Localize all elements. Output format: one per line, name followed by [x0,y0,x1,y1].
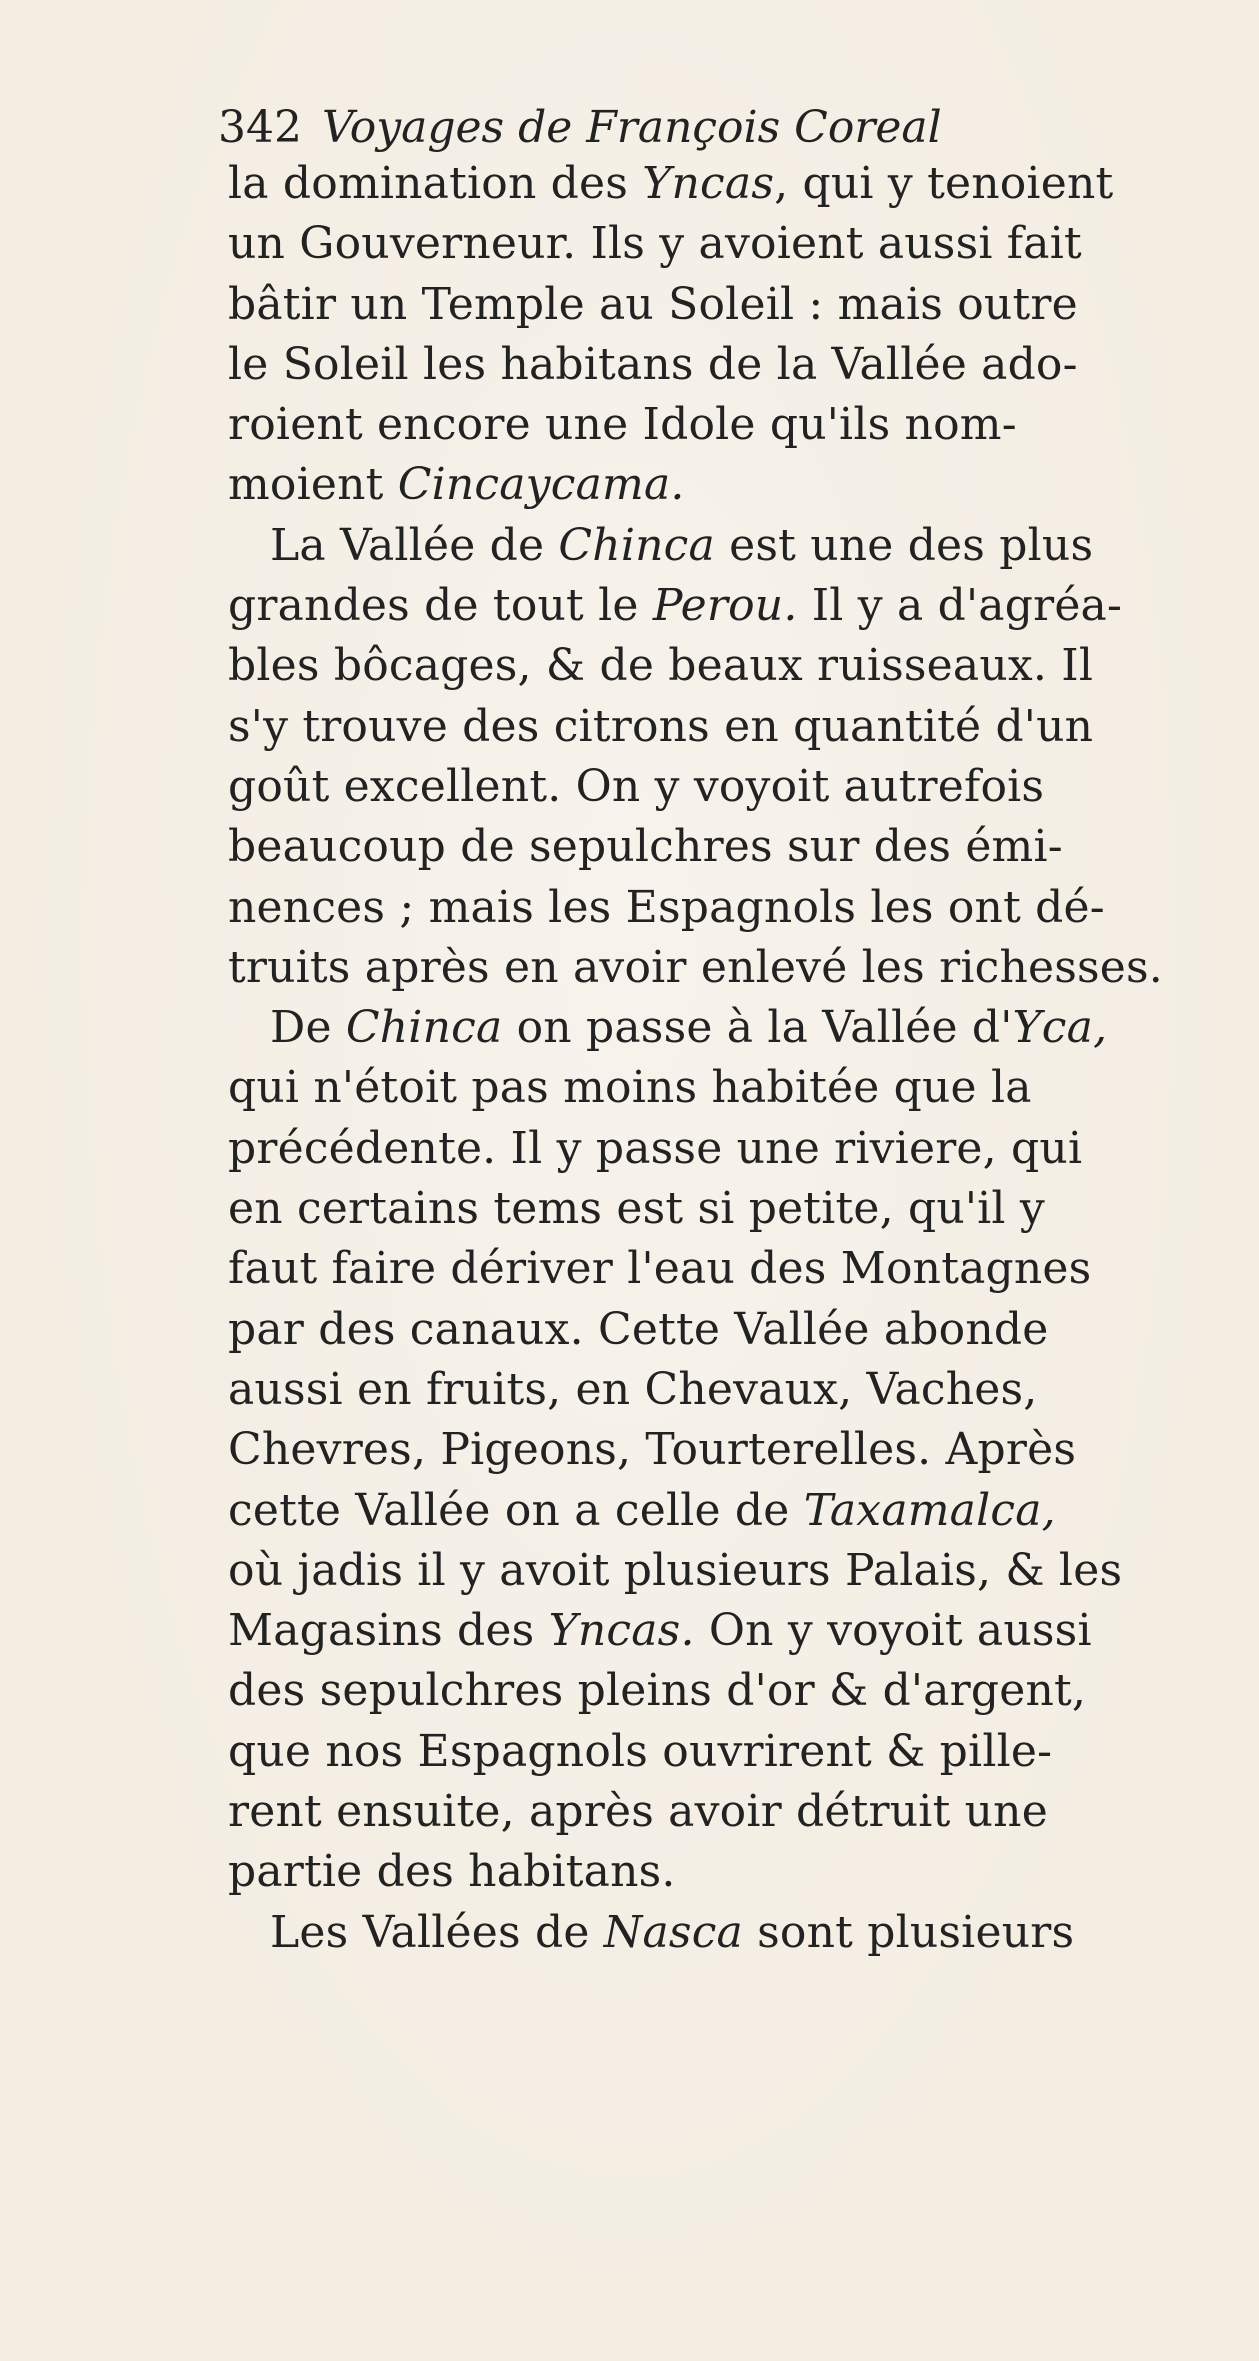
text-run: nences ; mais les Espagnols les ont dé- [228,881,1105,933]
text-line [228,1722,1238,1782]
text-line [228,1360,1238,1420]
text-line [228,1661,1238,1721]
page-number: 342 [218,102,302,153]
text-line [228,576,1238,636]
text-run: on passe à la Vallée d' [502,1002,1013,1054]
text-run: où jadis il y avoit plusieurs Palais, & les [228,1544,1123,1596]
text-run: bles bôcages, & de beaux ruisseaux. Il [228,640,1094,692]
text-run: rent ensuite, après avoir détruit une [228,1786,1048,1838]
text-run: le Soleil les habitans de la Vallée ado- [228,338,1078,390]
italic-text-run: Nasca [603,1906,743,1958]
text-run: un Gouverneur. Ils y avoient aussi fait [228,218,1082,270]
text-line [228,455,1238,515]
text-run: la domination des [228,158,643,209]
text-run: goût excellent. On y voyoit autrefois [228,760,1045,812]
text-run: beaucoup de sepulchres sur des émi- [228,821,1063,873]
text-run: bâtir un Temple au Soleil : mais outre [228,278,1078,330]
text-line [228,1601,1238,1661]
text-run: La Vallée de [270,519,559,571]
text-run: aussi en fruits, en Chevaux, Vaches, [228,1363,1038,1415]
text-run: truits après en avoir enlevé les richesses. [228,941,1163,993]
text-run: faut faire dériver l'eau des Montagnes [228,1243,1092,1295]
text-run: Magasins des [228,1605,549,1657]
text-run: Les Vallées de [270,1906,604,1958]
text-run: On y voyoit aussi [694,1605,1092,1657]
page-header [218,100,1218,156]
text-run: partie des habitans. [228,1846,676,1898]
text-line [228,395,1238,455]
text-run: Il y a d'agréa- [797,580,1123,632]
text-line [228,1119,1238,1179]
body-text [228,154,1238,1963]
text-run: grandes de tout le [228,580,653,632]
text-run: roient encore une Idole qu'ils nom- [228,399,1017,451]
running-title: Voyages de François Coreal [322,102,942,153]
italic-text-run: Chinca [558,519,715,571]
text-run: Chevres, Pigeons, Tourterelles. Après [228,1424,1077,1476]
text-line [228,938,1238,998]
text-line [228,817,1238,877]
text-run: des sepulchres pleins d'or & d'argent, [228,1665,1087,1717]
text-run: précédente. Il y passe une riviere, qui [228,1122,1083,1174]
text-line [228,1300,1238,1360]
text-line [228,335,1238,395]
italic-text-run: Cincaycama. [397,459,685,511]
text-run: par des canaux. Cette Vallée abonde [228,1303,1049,1355]
text-run: en certains tems est si petite, qu'il y [228,1183,1045,1235]
text-line [228,998,1238,1058]
italic-text-run: Perou. [652,580,798,632]
text-line [228,878,1238,938]
text-line [228,1239,1238,1299]
italic-text-run: Yca, [1012,1002,1108,1054]
text-line [228,1420,1238,1480]
text-line [228,1541,1238,1601]
text-line [228,757,1238,817]
text-line [228,1903,1238,1963]
text-line [228,636,1238,696]
text-run: est une des plus [714,519,1094,571]
text-line [228,1842,1238,1902]
text-run: sont plusieurs [742,1906,1075,1958]
text-line [228,516,1238,576]
italic-text-run: Chinca [345,1002,503,1054]
text-line [228,214,1238,274]
text-line [228,1179,1238,1239]
text-run: cette Vallée on a celle de [228,1484,804,1536]
text-run: moient [228,459,398,511]
text-run: qui n'étoit pas moins habitée que la [228,1062,1032,1114]
italic-text-run: Taxamalca, [803,1484,1056,1536]
text-line [228,1782,1238,1842]
text-run: s'y trouve des citrons en quantité d'un [228,700,1094,752]
text-line [228,1481,1238,1541]
italic-text-run: Yncas. [548,1605,695,1657]
text-run: De [270,1002,346,1054]
text-run: que nos Espagnols ouvrirent & pille- [228,1725,1053,1777]
text-run: , qui y tenoient [774,158,1114,209]
text-line [228,697,1238,757]
italic-text-run: Yncas [642,158,775,209]
text-line [228,275,1238,335]
text-line [228,154,1238,214]
text-line [228,1058,1238,1118]
